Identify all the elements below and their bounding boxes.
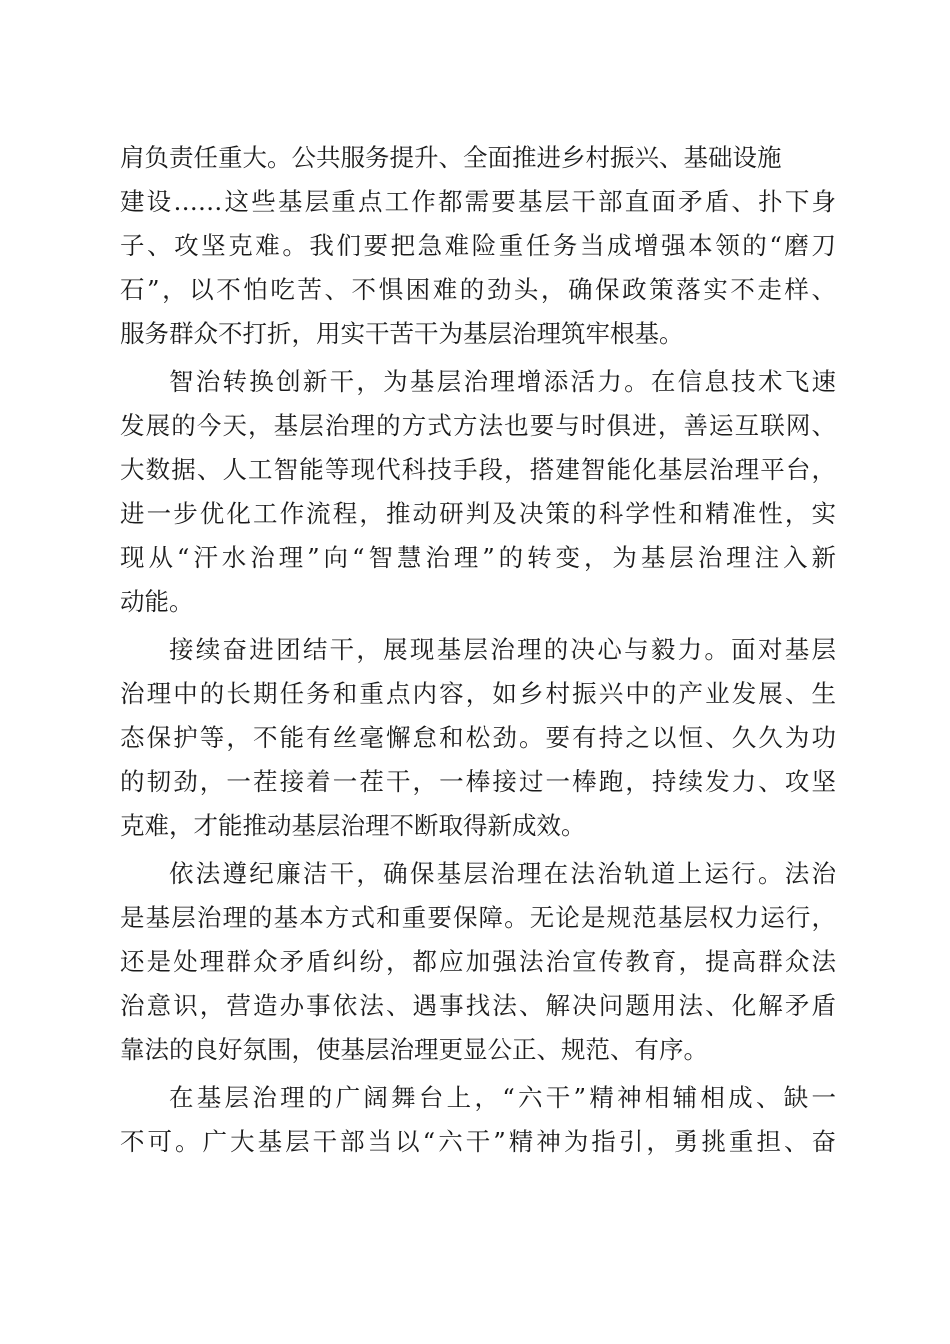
- text-line: 服务群众不打折，用实干苦干为基层治理筑牢根基。: [120, 319, 684, 348]
- text-line: 子、攻坚克难。我们要把急难险重任务当成增强本领的“磨刀: [120, 231, 836, 260]
- text-line: 治理中的长期任务和重点内容，如乡村振兴中的产业发展、生: [120, 679, 836, 708]
- text-line: 肩负责任重大。公共服务提升、全面推进乡村振兴、基础设施: [120, 143, 782, 172]
- text-line: 石”，以不怕吃苦、不惧困难的劲头，确保政策落实不走样、: [120, 275, 836, 304]
- text-line: 现从“汗水治理”向“智慧治理”的转变，为基层治理注入新: [120, 543, 836, 572]
- text-line: 发展的今天，基层治理的方式方法也要与时俱进，善运互联网、: [120, 411, 836, 440]
- text-line: 态保护等，不能有丝毫懈怠和松劲。要有持之以恒、久久为功: [120, 723, 836, 752]
- text-line: 动能。: [120, 587, 194, 616]
- text-line: 是基层治理的基本方式和重要保障。无论是规范基层权力运行，: [120, 903, 836, 932]
- text-line: 大数据、人工智能等现代科技手段，搭建智能化基层治理平台，: [120, 455, 836, 484]
- text-line: 的韧劲，一茬接着一茬干，一棒接过一棒跑，持续发力、攻坚: [120, 767, 836, 796]
- text-line: 建设……这些基层重点工作都需要基层干部直面矛盾、扑下身: [120, 187, 836, 216]
- text-line: 智治转换创新干，为基层治理增添活力。在信息技术飞速: [169, 367, 836, 396]
- text-line: 克难，才能推动基层治理不断取得新成效。: [120, 811, 586, 840]
- text-line: 进一步优化工作流程，推动研判及决策的科学性和精准性，实: [120, 499, 836, 528]
- text-line: 在基层治理的广阔舞台上，“六干”精神相辅相成、缺一: [169, 1083, 836, 1112]
- text-line: 不可。广大基层干部当以“六干”精神为指引，勇挑重担、奋: [120, 1127, 836, 1156]
- text-line: 治意识，营造办事依法、遇事找法、解决问题用法、化解矛盾: [120, 991, 836, 1020]
- text-line: 接续奋进团结干，展现基层治理的决心与毅力。面对基层: [169, 635, 836, 664]
- text-line: 依法遵纪廉洁干，确保基层治理在法治轨道上运行。法治: [169, 859, 836, 888]
- text-line: 还是处理群众矛盾纠纷，都应加强法治宣传教育，提高群众法: [120, 947, 836, 976]
- text-line: 靠法的良好氛围，使基层治理更显公正、规范、有序。: [120, 1035, 708, 1064]
